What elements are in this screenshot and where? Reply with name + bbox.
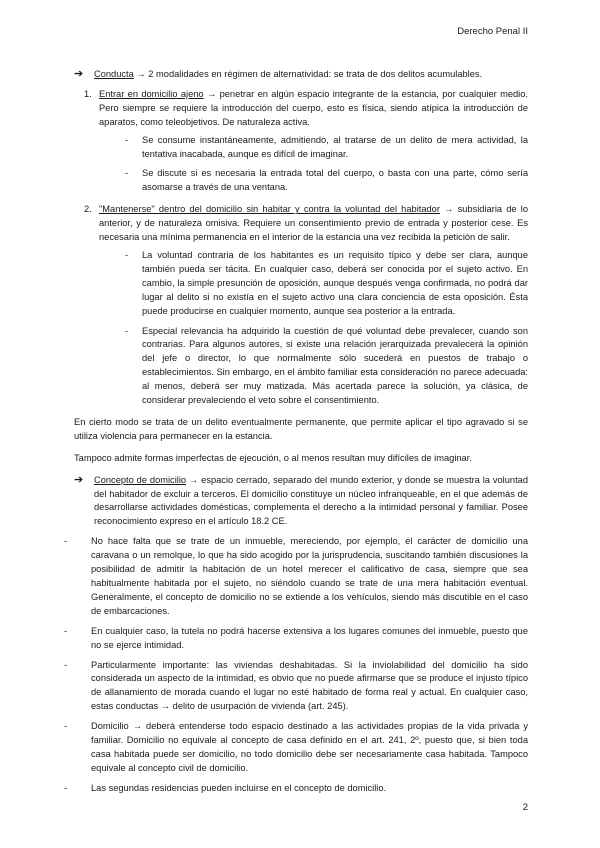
dash-bullet: - <box>125 168 129 179</box>
item-number: 2. <box>84 204 92 215</box>
dash-bullet: - <box>64 782 68 793</box>
list-item <box>64 625 528 653</box>
list-item <box>125 249 528 319</box>
item2-term: "Mantenerse" dentro del domicilio sin habitar y contra la voluntad del habitador <box>99 204 440 215</box>
paragraph: En cierto modo se trata de un delito eventualmente permanente, que permite aplicar el tipo agravado si se utiliza violencia para permanecer en la estancia. <box>74 416 528 441</box>
conducta-term: Conducta <box>94 69 134 79</box>
bullet-text: Se discute si es necesaria la entrada total del cuerpo, o basta con una parte, cómo sería asomarse a través de una ventana. <box>142 168 528 193</box>
bullet-text: No hace falta que se trate de un inmueble, mereciendo, por ejemplo, el carácter de domicilio una caravana o un remolque, lo que ha sido acogido por la jurisprudencia, suscitando también discusiones la posibilidad de admitir la habitación de un hotel merecer el calificativo de casa, siempre que sea habitualmente habitada por el sujeto, no siéndolo cuando se trate de una mera habitación eventual. Generalmente, el concepto de domicilio no se extiende a los vehículos, siendo más discutible en el caso de embarcaciones. <box>91 536 528 616</box>
conducta-heading <box>74 68 528 82</box>
document-body <box>64 68 528 796</box>
dash-bullet: - <box>64 659 68 670</box>
item1-text: → penetrar en algún espacio integrante de la estancia, por cualquier medio. Pero siempre se requiere la introducción del cuerpo, esto es física, siendo atípica la introducción de aparatos, como teleobjetivos. De naturaleza activa. <box>99 88 528 127</box>
arrow-bullet-icon: ➔ <box>74 68 84 80</box>
conducta-text: → 2 modalidades en régimen de alternatividad: se trata de dos delitos acumulables. <box>133 69 483 79</box>
list-item <box>125 325 528 408</box>
dash-bullet: - <box>64 625 68 636</box>
list-item <box>64 659 528 715</box>
list-item <box>125 134 528 162</box>
bullet-text: Las segundas residencias pueden incluirse en el concepto de domicilio. <box>91 782 387 793</box>
list-item <box>64 782 528 796</box>
dash-bullet: - <box>125 249 129 260</box>
domicilio-heading <box>74 474 528 530</box>
bullet-text: La voluntad contraria de los habitantes es un requisito típico y debe ser clara, aunque también pueda ser tácita. En cualquier caso, deberá ser conocida por el sujeto activo. En cambio, la simple presunción de oposición, aunque después venga confirmada, no podrá dar lugar al delito si no existía en el sujeto activo una clara conciencia de esta oposición. Ésta puede producirse en cualquier momento, aunque sea posterior a la entrada. <box>142 249 528 316</box>
list-item <box>64 720 528 776</box>
bullet-text: Particularmente importante: las viviendas deshabitadas. Si la inviolabilidad del domicilio ha sido considerada un aspecto de la intimidad, es obvio que no puede afirmarse que se produce el injusto típico de allanamiento de morada cuando el lugar no esté habitado de forma real y actual. En cualquier caso, estas conductas → delito de usurpación de vivienda (art. 245). <box>91 659 528 712</box>
domicilio-term: Concepto de domicilio <box>94 474 187 485</box>
page-number: 2 <box>522 802 528 813</box>
page-header-title: Derecho Penal II <box>457 26 528 37</box>
item2-text: → subsidiaria de lo anterior, y de naturaleza omisiva. Requiere un consentimiento previo de entrada y posterior cese. Es necesaria una mínima permanencia en el interior de la estancia una vez recibida la petición de salir. <box>99 204 528 243</box>
list-item <box>64 535 528 618</box>
item-number: 1. <box>84 88 92 99</box>
bullet-text: En cualquier caso, la tutela no podrá hacerse extensiva a los lugares comunes del inmueble, puesto que no se ejerce intimidad. <box>91 625 528 650</box>
dash-bullet: - <box>64 536 68 547</box>
bullet-text: Se consume instantáneamente, admitiendo, al tratarse de un delito de mera actividad, la tentativa inacabada, aunque es difícil de imaginar. <box>142 134 528 159</box>
numbered-item-1 <box>84 88 528 130</box>
dash-bullet: - <box>64 721 68 732</box>
dash-bullet: - <box>125 325 129 336</box>
bullet-text: Especial relevancia ha adquirido la cuestión de qué voluntad debe prevalecer, cuando son contrarias. Para algunos autores, si existe una relación jerarquizada prevalecerá la opinión del jefe o director, lo que normalmente sólo sucederá en puestos de trabajo o establecimientos. Sin embargo, en el ámbito familiar esta consideración no parece adecuada: al menos, deberá ser muy matizada. Más acertada parece la solución, ya clásica, de considerar prevaleciendo el veto sobre el consentimiento. <box>142 325 528 406</box>
list-item <box>125 167 528 195</box>
item1-term: Entrar en domicilio ajeno <box>99 88 204 99</box>
arrow-bullet-icon: ➔ <box>74 473 84 486</box>
numbered-item-2 <box>84 203 528 245</box>
dash-bullet: - <box>125 134 129 145</box>
bullet-text: Domicilio → deberá entenderse todo espacio destinado a las actividades propias de la vida privada y familiar. Domicilio no equivale al concepto de casa definido en el art. 241, 2º, puesto que, si bien toda casa habitada puede ser domicilio, no todo domicilio debe ser necesariamente casa habitada. Tampoco equivale al concepto civil de domicilio. <box>91 721 528 773</box>
domicilio-text: → espacio cerrado, separado del mundo exterior, y donde se muestra la voluntad del habitador de excluir a terceros. El domicilio constituye un núcleo infranqueable, en el que además de desarrollarse actividades domésticas, complementa el derecho a la intimidad personal y familiar. Posee reconocimiento expreso en el artículo 18.2 CE. <box>94 474 528 527</box>
paragraph: Tampoco admite formas imperfectas de ejecución, o al menos resultan muy difíciles de imaginar. <box>74 452 472 463</box>
